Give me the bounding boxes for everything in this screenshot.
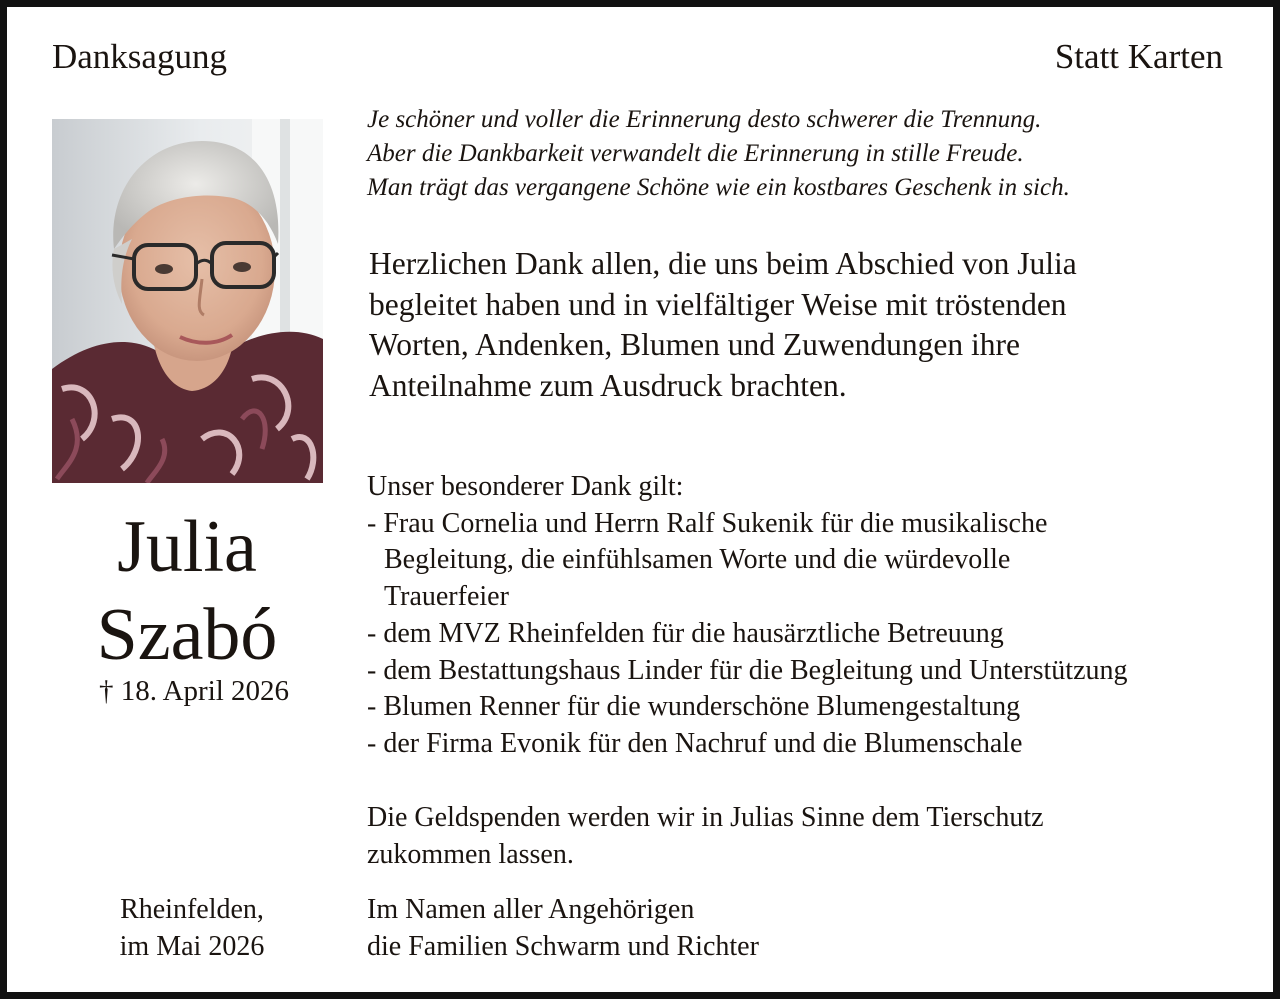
donation-line: zukommen lassen. [367,838,574,870]
thanks-line: Worten, Andenken, Blumen und Zuwendungen ihre [369,327,1020,362]
death-date: † 18. April 2026 [98,675,290,707]
thanks-paragraph [369,244,1077,406]
list-item: - dem Bestattungshaus Linder für die Begleitung und Unterstützung [367,654,1128,686]
donation-note [367,800,1044,873]
list-item: - Frau Cornelia und Herrn Ralf Sukenik für die musikalische [367,507,1048,539]
quote-line: Aber die Dankbarkeit verwandelt die Erinnerung in stille Freude. [367,140,1024,167]
special-thanks-intro: Unser besonderer Dank gilt: [367,471,684,502]
quote-line: Je schöner und voller die Erinnerung desto schwerer die Trennung. [367,106,1042,133]
list-item: - Blumen Renner für die wunderschöne Blumengestaltung [367,691,1021,723]
list-item-continuation: Trauerfeier [384,581,509,613]
signoff-line: Im Namen aller Angehörigen [367,894,695,925]
portrait-photo [52,119,323,483]
deceased-last-name: Szabó [96,594,278,676]
header-title-right: Statt Karten [1054,37,1223,76]
signoff-line: die Familien Schwarm und Richter [367,930,759,962]
place-line: Rheinfelden, [120,894,264,925]
quote-line: Man trägt das vergangene Schöne wie ein kostbares Geschenk in sich. [367,174,1070,201]
quote-block [367,103,1070,205]
place-line: im Mai 2026 [119,930,265,962]
thanks-line: Anteilnahme zum Ausdruck brachten. [369,367,847,403]
deceased-name [52,503,322,679]
thanks-line: Herzlichen Dank allen, die uns beim Abschied von Julia [369,246,1077,281]
list-item-continuation: Begleitung, die einfühlsamen Worte und die würdevolle [384,544,1011,576]
thanks-line: begleitet haben und in vielfältiger Weise mit tröstenden [369,286,1067,322]
place-date [77,892,307,965]
list-item: - dem MVZ Rheinfelden für die hausärztliche Betreuung [367,617,1004,649]
signoff [367,892,759,965]
header-title-left: Danksagung [52,37,227,76]
donation-line: Die Geldspenden werden wir in Julias Sinne dem Tierschutz [367,802,1044,833]
deceased-first-name: Julia [117,506,257,588]
list-item: - der Firma Evonik für den Nachruf und die Blumenschale [367,727,1023,759]
special-thanks-list [367,469,1128,763]
